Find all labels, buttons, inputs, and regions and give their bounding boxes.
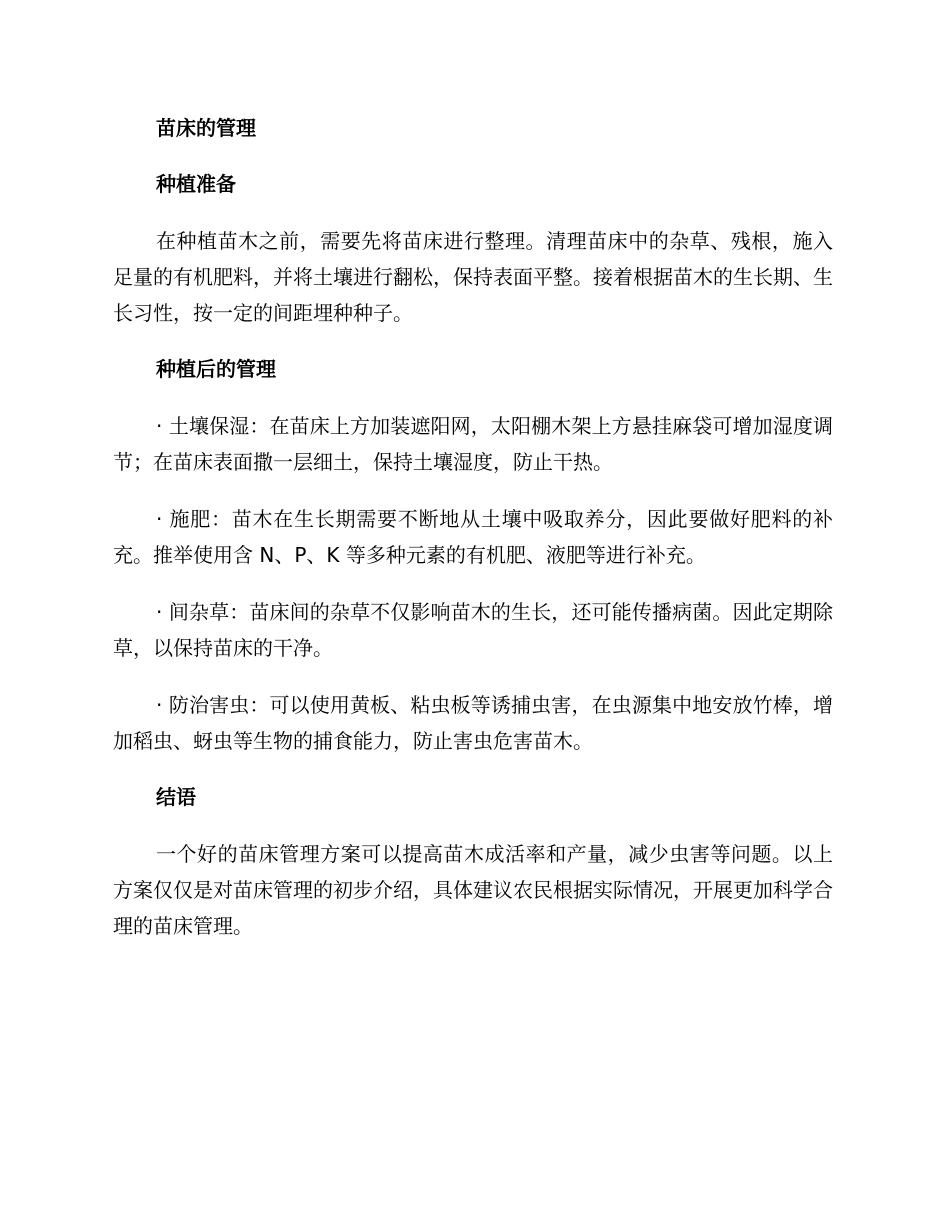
section-title-seedbed-management: 苗床的管理	[156, 116, 256, 140]
bullet-soil-moisture: · 土壤保湿：在苗床上方加装遮阳网，太阳棚木架上方悬挂麻袋可增加湿度调节；在苗床表面撒一层细土，保持土壤湿度，防止干热。	[113, 414, 833, 474]
document-page	[113, 110, 833, 944]
bullet-weeding: · 间杂草：苗床间的杂草不仅影响苗木的生长，还可能传播病菌。因此定期除草，以保持苗床的干净。	[113, 600, 833, 660]
bullet-fertilizing: · 施肥：苗木在生长期需要不断地从土壤中吸取养分，因此要做好肥料的补充。推举使用含 N、P、K 等多种元素的有机肥、液肥等进行补充。	[113, 507, 833, 567]
subsection-title-conclusion: 结语	[156, 785, 196, 809]
paragraph-conclusion: 一个好的苗床管理方案可以提高苗木成活率和产量，减少虫害等问题。以上方案仅仅是对苗床管理的初步介绍，具体建议农民根据实际情况，开展更加科学合理的苗床管理。	[113, 842, 833, 938]
subsection-title-post-planting: 种植后的管理	[156, 357, 276, 381]
bullet-pest-control: · 防治害虫：可以使用黄板、粘虫板等诱捕虫害，在虫源集中地安放竹棒，增加稻虫、蚜虫等生物的捕食能力，防止害虫危害苗木。	[113, 693, 833, 753]
paragraph-planting-preparation: 在种植苗木之前，需要先将苗床进行整理。清理苗床中的杂草、残根，施入足量的有机肥料，并将土壤进行翻松，保持表面平整。接着根据苗木的生长期、生长习性，按一定的间距埋种种子。	[113, 229, 833, 325]
subsection-title-planting-preparation: 种植准备	[156, 172, 236, 196]
